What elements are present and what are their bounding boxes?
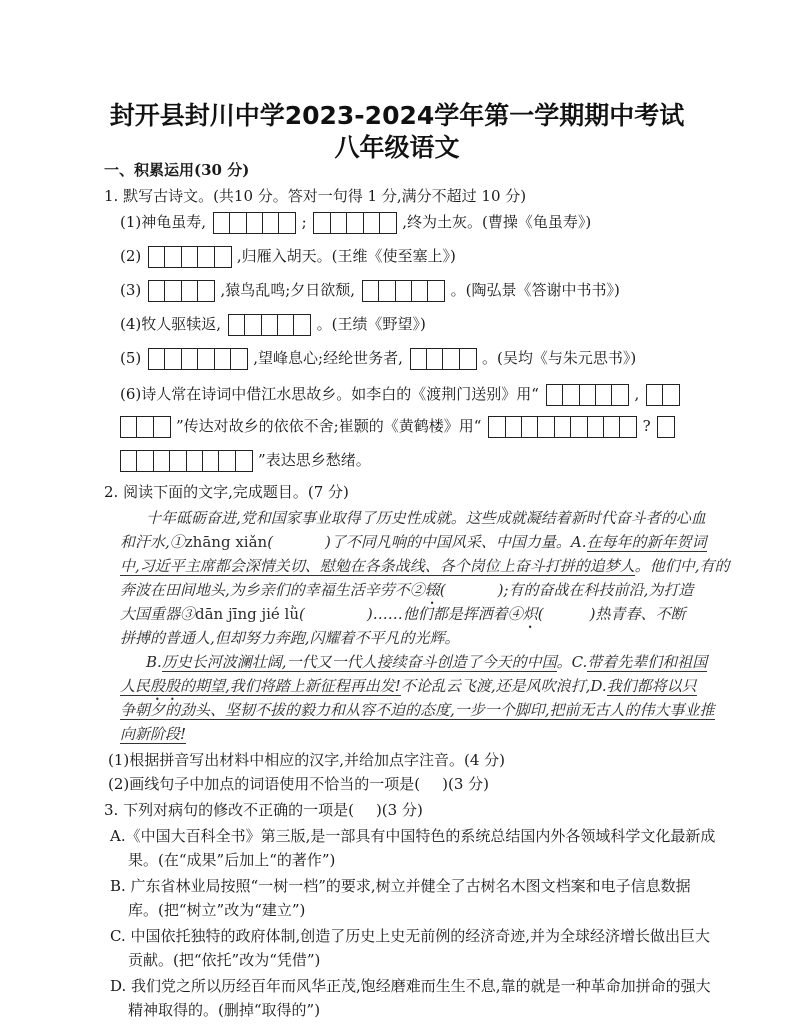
q1-item-5-text-a: (5)	[120, 349, 142, 367]
answer-boxes[interactable]	[213, 212, 295, 234]
q1-item-1	[120, 212, 591, 234]
q2-passage-line-6: 拼搏的普通人,但却努力奔跑,闪耀着不平凡的光辉。	[120, 629, 460, 647]
q2-subquestion-2-score: )(3 分)	[442, 775, 489, 793]
answer-boxes[interactable]	[410, 348, 476, 370]
q1-item-6-cont	[118, 416, 676, 438]
underlined-sentence-b: 历史长河波澜壮阔,一代又一代人接续奋斗创造了今天的中国	[161, 653, 557, 671]
q2-passage-line-2	[120, 532, 707, 552]
underlined-sentence-a-cont: 中,习近平主席都会深情关切、慰勉在各条战线、各个岗位上奋斗打拼的追梦人	[120, 557, 635, 575]
q1-item-4	[120, 314, 426, 336]
q3-stem	[104, 800, 423, 820]
q1-stem: 1. 默写古诗文。(共10 分。答对一句得 1 分,满分不超过 10 分)	[104, 187, 527, 205]
q2-subquestion-1: (1)根据拼音写出材料中相应的汉字,并给加点字注音。(4 分)	[108, 751, 506, 769]
passage-text: 。他们中,有的	[634, 557, 730, 575]
passage-text: (	[537, 605, 544, 623]
q1-item-4-text-b: 。(王绩《野望》)	[316, 315, 426, 333]
passage-text: )……他们都是挥洒着④	[366, 605, 523, 623]
q3-option-b-line-2: 库。(把“树立”改为“建立”)	[128, 901, 306, 919]
answer-boxes[interactable]	[228, 314, 310, 336]
q1-item-2-text-a: (2)	[120, 247, 142, 265]
underlined-sentence-c: 带着先辈们和祖国	[587, 653, 708, 671]
underlined-sentence-c-cont: 人民	[120, 677, 151, 695]
q1-item-6-text-b: ,	[634, 385, 640, 403]
q1-item-6-end	[118, 450, 371, 472]
answer-boxes[interactable]	[148, 348, 246, 370]
q2-passage-line-3	[120, 556, 730, 576]
q1-item-6-text-d: ?	[642, 417, 651, 435]
q1-item-3-text-a: (3)	[120, 281, 142, 299]
answer-boxes[interactable]	[657, 416, 673, 438]
passage-text: 和汗水,①	[120, 533, 185, 551]
q1-item-5-text-c: 。(吴均《与朱元思书》)	[482, 349, 637, 367]
q1-item-5-text-b: ,望峰息心;经纶世务者,	[253, 349, 403, 367]
answer-boxes[interactable]	[646, 384, 679, 406]
underlined-sentence-d: 我们都将以只	[606, 677, 697, 695]
answer-boxes[interactable]	[148, 246, 230, 268]
q1-item-6-text-a: (6)诗人常在诗词中借江水思故乡。如李白的《渡荆门送别》用“	[120, 385, 539, 403]
answer-boxes[interactable]	[313, 212, 395, 234]
q3-option-c-line-1: C. 中国依托独特的政府体制,创造了历史上史无前例的经济奇迹,并为全球经济增长做出巨大	[110, 927, 711, 945]
answer-boxes[interactable]	[546, 384, 628, 406]
dotted-char-2: 辍	[424, 581, 440, 599]
q2-stem: 2. 阅读下面的文字,完成题目。(7 分)	[104, 483, 349, 501]
q1-item-4-text-a: (4)牧人驱犊返,	[120, 315, 222, 333]
passage-text: 不论乱云飞渡,还是风吹浪打,D.	[400, 677, 607, 695]
passage-text: )热青春、不断	[589, 605, 686, 623]
option-label: 。C.	[556, 653, 588, 671]
exam-title: 封开县封川中学2023-2024学年第一学期期中考试	[109, 101, 685, 130]
exam-subtitle: 八年级语文	[334, 133, 460, 162]
q3-option-b-line-1: B. 广东省林业局按照“一树一档”的要求,树立并健全了古树名木图文档案和电子信息数据	[110, 877, 691, 895]
passage-text: (	[267, 533, 274, 551]
passage-text: 大国重器③	[120, 605, 196, 623]
q3-stem-score: )(3 分)	[375, 801, 423, 819]
q2-passage-line-7	[146, 652, 707, 672]
passage-text: 奔波在田间地头,为乡亲们的幸福生活辛劳不②	[120, 581, 425, 599]
answer-boxes[interactable]	[120, 416, 169, 438]
q1-item-3-text-b: ,猿鸟乱鸣;夕日欲颓,	[220, 281, 356, 299]
answer-boxes[interactable]	[362, 280, 444, 302]
q1-item-2-text-b: ,归雁入胡天。(王维《使至塞上》)	[236, 247, 456, 265]
passage-text: (	[299, 605, 305, 623]
dotted-char-4: 炽	[522, 605, 538, 623]
answer-boxes[interactable]	[120, 450, 251, 472]
option-label: B.	[146, 653, 162, 671]
q2-passage-line-10	[120, 724, 186, 744]
q1-item-6	[120, 384, 681, 406]
underlined-sentence-d-end: 向新阶段!	[120, 725, 187, 743]
underlined-sentence-d-cont: 争朝夕的劲头、坚韧不拔的毅力和从容不迫的态度,一步一个脚印,把前无古人的伟大事业推	[120, 701, 715, 719]
passage-text: )了不同凡响的中国风采、中国力量。A.	[325, 533, 587, 551]
passage-text: (	[439, 581, 446, 599]
q1-item-1-text-b: ;	[301, 213, 307, 231]
q1-item-1-text-c: ,终为土灰。(曹操《龟虽寿》)	[402, 213, 592, 231]
q1-item-6-text-e: ”表达思乡愁绪。	[258, 451, 371, 469]
q3-option-a-line-1: A.《中国大百科全书》第三版,是一部具有中国特色的系统总结国内外各领域科学文化最新成	[110, 827, 716, 845]
q1-item-3	[120, 280, 620, 302]
q1-item-2	[120, 246, 456, 268]
q3-option-d-line-1: D. 我们党之所以历经百年而风华正茂,饱经磨难而生生不息,靠的就是一种革命加拼命的强大	[110, 977, 711, 995]
underlined-sentence-a: 在每年的新年贺词	[586, 533, 707, 551]
section-heading: 一、积累运用(30 分)	[104, 161, 250, 179]
answer-boxes[interactable]	[488, 416, 636, 438]
q2-passage-line-1: 十年砥砺奋进,党和国家事业取得了历史性成就。这些成就凝结着新时代奋斗者的心血	[146, 509, 706, 527]
q1-item-3-text-c: 。(陶弘景《答谢中书书》)	[450, 281, 620, 299]
q1-item-5	[120, 348, 636, 370]
q3-option-c-line-2: 贡献。(把“依托”改为“凭借”)	[128, 951, 321, 969]
pinyin-prompt-1: zhāng xiǎn	[184, 533, 268, 551]
pinyin-prompt-3: dān jīng jié lǜ	[195, 605, 300, 623]
q3-stem-text: 3. 下列对病句的修改不正确的一项是(	[104, 801, 354, 819]
q1-item-6-text-c: ”传达对故乡的依依不舍;崔颢的《黄鹤楼》用“	[176, 417, 482, 435]
q2-passage-line-9	[120, 700, 715, 720]
passage-text: );有的奋战在科技前沿,为打造	[497, 581, 694, 599]
q2-subquestion-2	[108, 774, 489, 794]
q1-item-1-text-a: (1)神龟虽寿,	[120, 213, 207, 231]
q3-option-d-line-2: 精神取得的。(删掉“取得的”)	[128, 1001, 321, 1019]
underlined-sentence-c-cont: 的期望,我们将踏上新征程再出发!	[180, 677, 401, 695]
q3-option-a-line-2: 果。(在“成果”后加上“的著作”)	[128, 851, 336, 869]
dotted-word: 殷殷	[150, 677, 181, 695]
answer-boxes[interactable]	[148, 280, 214, 302]
q2-subquestion-2-text: (2)画线句子中加点的词语使用不恰当的一项是(	[108, 775, 421, 793]
